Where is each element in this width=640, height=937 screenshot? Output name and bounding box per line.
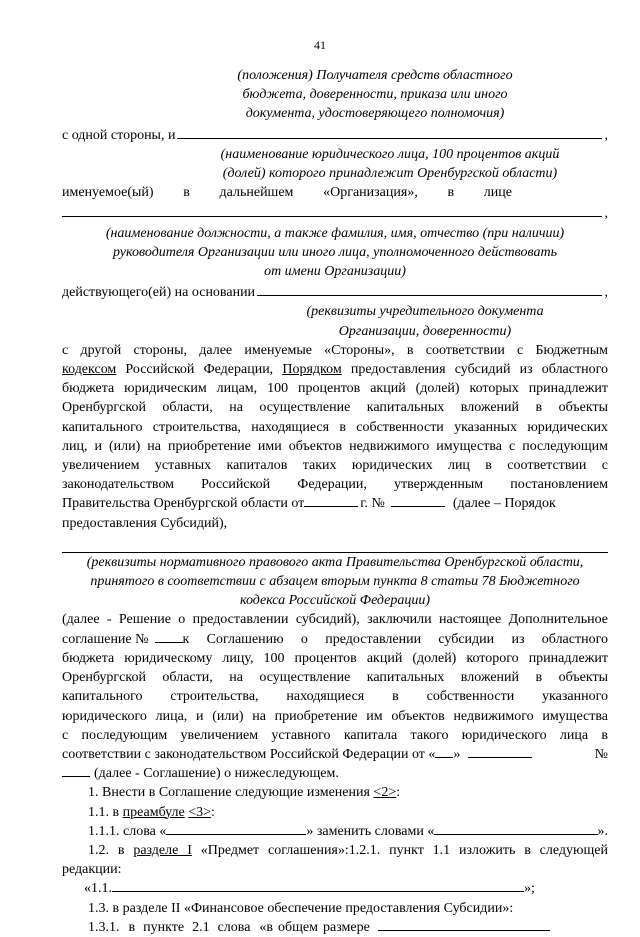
one-side-line: с одной стороны, и , <box>62 124 608 145</box>
founding-note: (реквизиты учредительного документа Организации, доверенности) <box>306 304 544 339</box>
paragraph-parties: с другой стороны, далее именуемые «Стороны», в соответствии с Бюджетным кодексом Российской Федерации, Порядком предоставления субсидий из областного бюджета юридическим лицам, 100 процентов акций (долей) которых принадлежит Оренбургской области, на осуществление капитальных вложений в объекты капитального строительства, находящиеся в собственности указанных юридических лиц, и (или) на приобретение ими объектов недвижимого имущества с последующим увеличением уставных капиталов таких юридических лиц в соответствии с законодательством Российской Федерации, утвержденным постановлением Правительства Оренбургской области от г. № (далее – Порядок предоставления Субсидий), <box>62 342 608 531</box>
representative-line: , <box>62 202 608 223</box>
legal-entity-note: (наименование юридического лица, 100 процентов акций (долей) которого принадлежит Оренбургской области) <box>220 146 560 182</box>
total-amount-blank[interactable] <box>378 918 550 931</box>
footnote-3-link[interactable]: <3> <box>188 804 212 820</box>
decree-number-blank[interactable] <box>391 494 445 507</box>
section-1-link[interactable]: разделе I <box>133 842 192 858</box>
preamble-link[interactable]: преамбуле <box>122 804 185 820</box>
acting-basis-line: действующего(ей) на основании , <box>62 281 608 302</box>
named-line: именуемое(ый) в дальнейшем «Организация», в лице <box>62 185 512 201</box>
order-link[interactable]: Порядком <box>282 362 342 378</box>
basis-blank[interactable] <box>257 281 601 296</box>
position-note: (наименование должности, а также фамилия, имя, отчество (при наличии) руководителя Организации или иного лица, уполномоченного действовать от имени Организации) <box>105 225 565 280</box>
paragraph-agreement: (далее - Решение о предоставлении субсидий), заключили настоящее Дополнительное соглашение № к Соглашению о предоставлении субсидии из областного бюджета юридическому лицу, 100 процентов акций (долей) которого принадлежит Оренбургской области, на осуществление капитальных вложений в объекты капитального строительства, находящиеся в собственности указанного юридического лица, и (или) на приобретение им объектов недвижимого имущества с последующим увеличением уставного капитала такого юридического лица в соответствии с законодательством Российской Федерации от « » № (далее - Соглашение) о нижеследующем. <box>62 612 608 782</box>
document-body: (положения) Получателя средств областного бюджета, доверенности, приказа или иного документа, удостоверяющего полномочия) с одной стороны, и , (наименование юридического лица, 100 процентов акций (долей) которого принадлежит Оренбургской области) именуемое(ый) в дальнейшем «Организация», в лице , (наименование должности, а также фамилия, имя, отчество (при наличии) руководителя Организации или иного лица, уполномоченного действовать от имени Организации) действующего(ей) на основании , (реквизиты учредительного документа Организации, доверенности) с другой стороны, далее именуемые «Стороны», в соответствии с Бюджетным кодексом Российской Федерации, Порядком предоставления субсидий из областного бюджета юридическим лицам, 100 процентов акций (долей) которых принадлежит Оренбургской области, на осуществление капитальных вложений в объекты капитального строительства, находящиеся в собственности указанных юридических лиц, и (или) на приобретение ими объектов недвижимого имущества с последующим увеличением уставных капиталов таких юридических лиц в соответствии с законодательством Российской Федерации, утвержденным постановлением Правительства Оренбургской области от г. № (далее – Порядок предоставления Субсидий), (реквизиты нормативного правового акта Правительства Оренбургской области, принятого в соответствии с абзацем вторым пункта 8 статьи 78 Бюджетного кодекса Российской Федерации) (далее - Решение о предоставлении субсидий), заключили настоящее Дополнительное соглашение № к Соглашению о предоставлении субсидии из областного бюджета юридическому лицу, 100 процентов акций (долей) которого принадлежит Оренбургской области, на осуществление капитальных вложений в объекты капитального строительства, находящиеся в собственности указанного юридического лица, и (или) на приобретение им объектов недвижимого имущества с последующим увеличением уставного капитала такого юридического лица в соответствии с законодательством Российской Федерации от « » № (далее - Соглашение) о нижеследующем. 1. Внести в Соглашение следующие изменения <2>: 1.1. в преамбуле <3>: 1.1.1. слова « » заменить словами « ». 1.2. в разделе I «Предмет соглашения»:1.2.1. пункт 1.1 изложить в следующей редакции: «1.1. »; 1.3. в разделе II «Финансовое обеспечение предоставления Субсидии»: 1.3.1. в пункте 2.1 слова «в общем размере <box>62 68 608 935</box>
new-words-blank[interactable] <box>434 822 597 835</box>
representative-blank[interactable] <box>62 202 602 217</box>
budget-code-link[interactable]: кодексом <box>62 362 117 378</box>
grantor-note: (положения) Получателя средств областного бюджета, доверенности, приказа или иного документа, удостоверяющего полномочия) <box>237 68 513 122</box>
agreement-month-blank[interactable] <box>468 745 532 758</box>
supplement-number-blank[interactable] <box>155 630 183 643</box>
organization-name-blank[interactable] <box>177 124 601 139</box>
decree-note: (реквизиты нормативного правового акта Правительства Оренбургской области, принятого в соответствии с абзацем вторым пункта 8 статьи 78 Бюджетного кодекса Российской Федерации) <box>86 554 584 609</box>
footnote-2-link[interactable]: <2> <box>373 785 397 801</box>
new-clause-blank[interactable] <box>112 879 524 892</box>
agreement-number-blank[interactable] <box>62 764 90 777</box>
old-words-blank[interactable] <box>166 822 306 835</box>
decree-details-blank[interactable] <box>62 537 608 553</box>
page-number: 41 <box>314 38 326 52</box>
decree-date-blank[interactable] <box>304 494 358 507</box>
agreement-day-blank[interactable] <box>435 745 453 758</box>
